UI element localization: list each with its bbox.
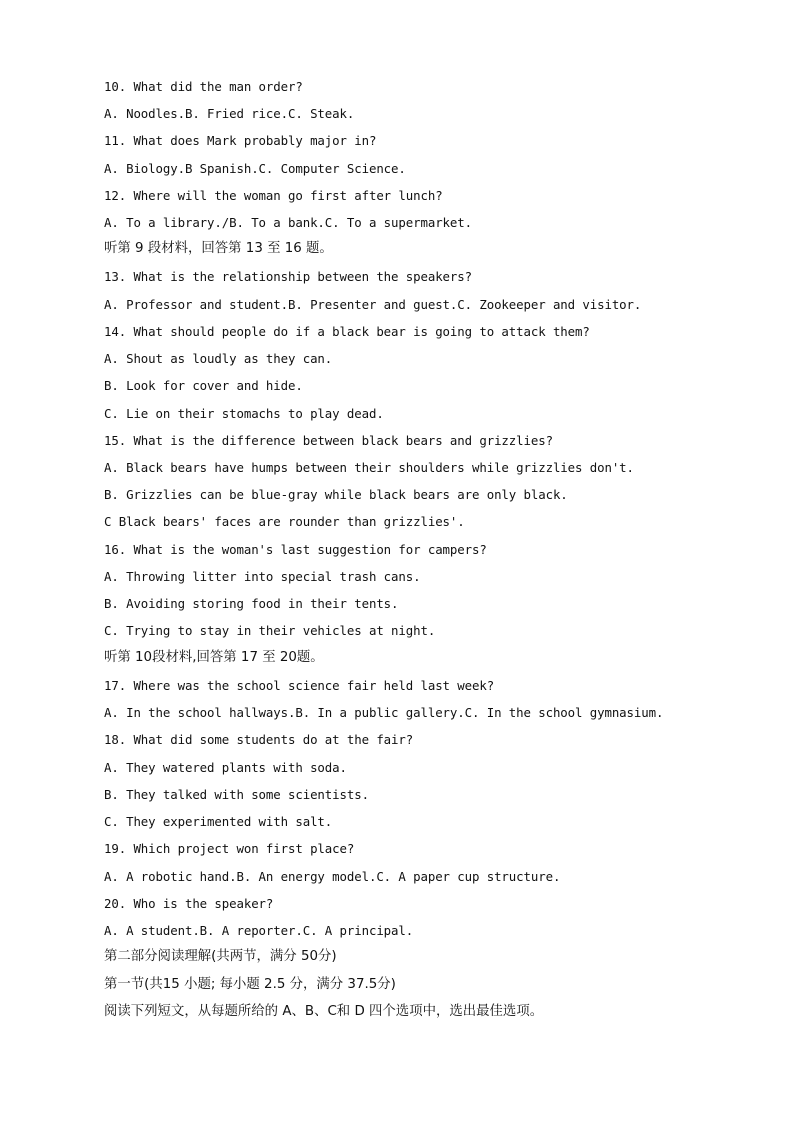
question-13: 13. What is the relationship between the speakers? (104, 269, 472, 284)
question-10: 10. What did the man order? (104, 79, 303, 94)
question-10-options: A. Noodles.B. Fried rice.C. Steak. (104, 106, 355, 121)
question-18-option-c: C. They experimented with salt. (104, 814, 333, 829)
question-15-option-c: C Black bears' faces are rounder than grizzlies'. (104, 514, 465, 529)
question-13-options: A. Professor and student.B. Presenter and guest.C. Zookeeper and visitor. (104, 297, 642, 312)
question-15-option-b: B. Grizzlies can be blue-gray while black bears are only black. (104, 487, 568, 502)
question-18-option-b: B. They talked with some scientists. (104, 787, 369, 802)
question-15: 15. What is the difference between black bears and grizzlies? (104, 433, 553, 448)
question-19-options: A. A robotic hand.B. An energy model.C. A paper cup structure. (104, 869, 561, 884)
question-14-option-c: C. Lie on their stomachs to play dead. (104, 406, 384, 421)
question-12: 12. Where will the woman go first after lunch? (104, 188, 443, 203)
question-16: 16. What is the woman's last suggestion for campers? (104, 542, 487, 557)
question-20: 20. Who is the speaker? (104, 896, 274, 911)
question-18: 18. What did some students do at the fair? (104, 732, 414, 747)
section-instruction-10: 听第 10段材料,回答第 17 至 20题。 (104, 650, 324, 665)
question-15-option-a: A. Black bears have humps between their shoulders while grizzlies don't. (104, 460, 634, 475)
question-12-options: A. To a library./B. To a bank.C. To a supermarket. (104, 215, 472, 230)
part-two-heading: 第二部分阅读理解(共两节，满分 50分) (104, 949, 337, 964)
question-17-options: A. In the school hallways.B. In a public gallery.C. In the school gymnasium. (104, 705, 664, 720)
question-14-option-a: A. Shout as loudly as they can. (104, 351, 333, 366)
question-18-option-a: A. They watered plants with soda. (104, 760, 347, 775)
section-one-heading: 第一节(共15 小题; 每小题 2.5 分，满分 37.5分) (104, 977, 396, 992)
reading-instruction: 阅读下列短文，从每题所给的 A、B、C和 D 四个选项中，选出最佳选项。 (104, 1004, 544, 1019)
question-14: 14. What should people do if a black bear is going to attack them? (104, 324, 590, 339)
question-17: 17. Where was the school science fair held last week? (104, 678, 495, 693)
question-16-option-c: C. Trying to stay in their vehicles at night. (104, 623, 436, 638)
question-16-option-a: A. Throwing litter into special trash cans. (104, 569, 421, 584)
question-11-options: A. Biology.B Spanish.C. Computer Science. (104, 161, 406, 176)
question-16-option-b: B. Avoiding storing food in their tents. (104, 596, 399, 611)
question-19: 19. Which project won first place? (104, 841, 355, 856)
question-20-options: A. A student.B. A reporter.C. A principal. (104, 923, 414, 938)
question-14-option-b: B. Look for cover and hide. (104, 378, 303, 393)
section-instruction-9: 听第 9 段材料，回答第 13 至 16 题。 (104, 241, 333, 256)
question-11: 11. What does Mark probably major in? (104, 133, 377, 148)
